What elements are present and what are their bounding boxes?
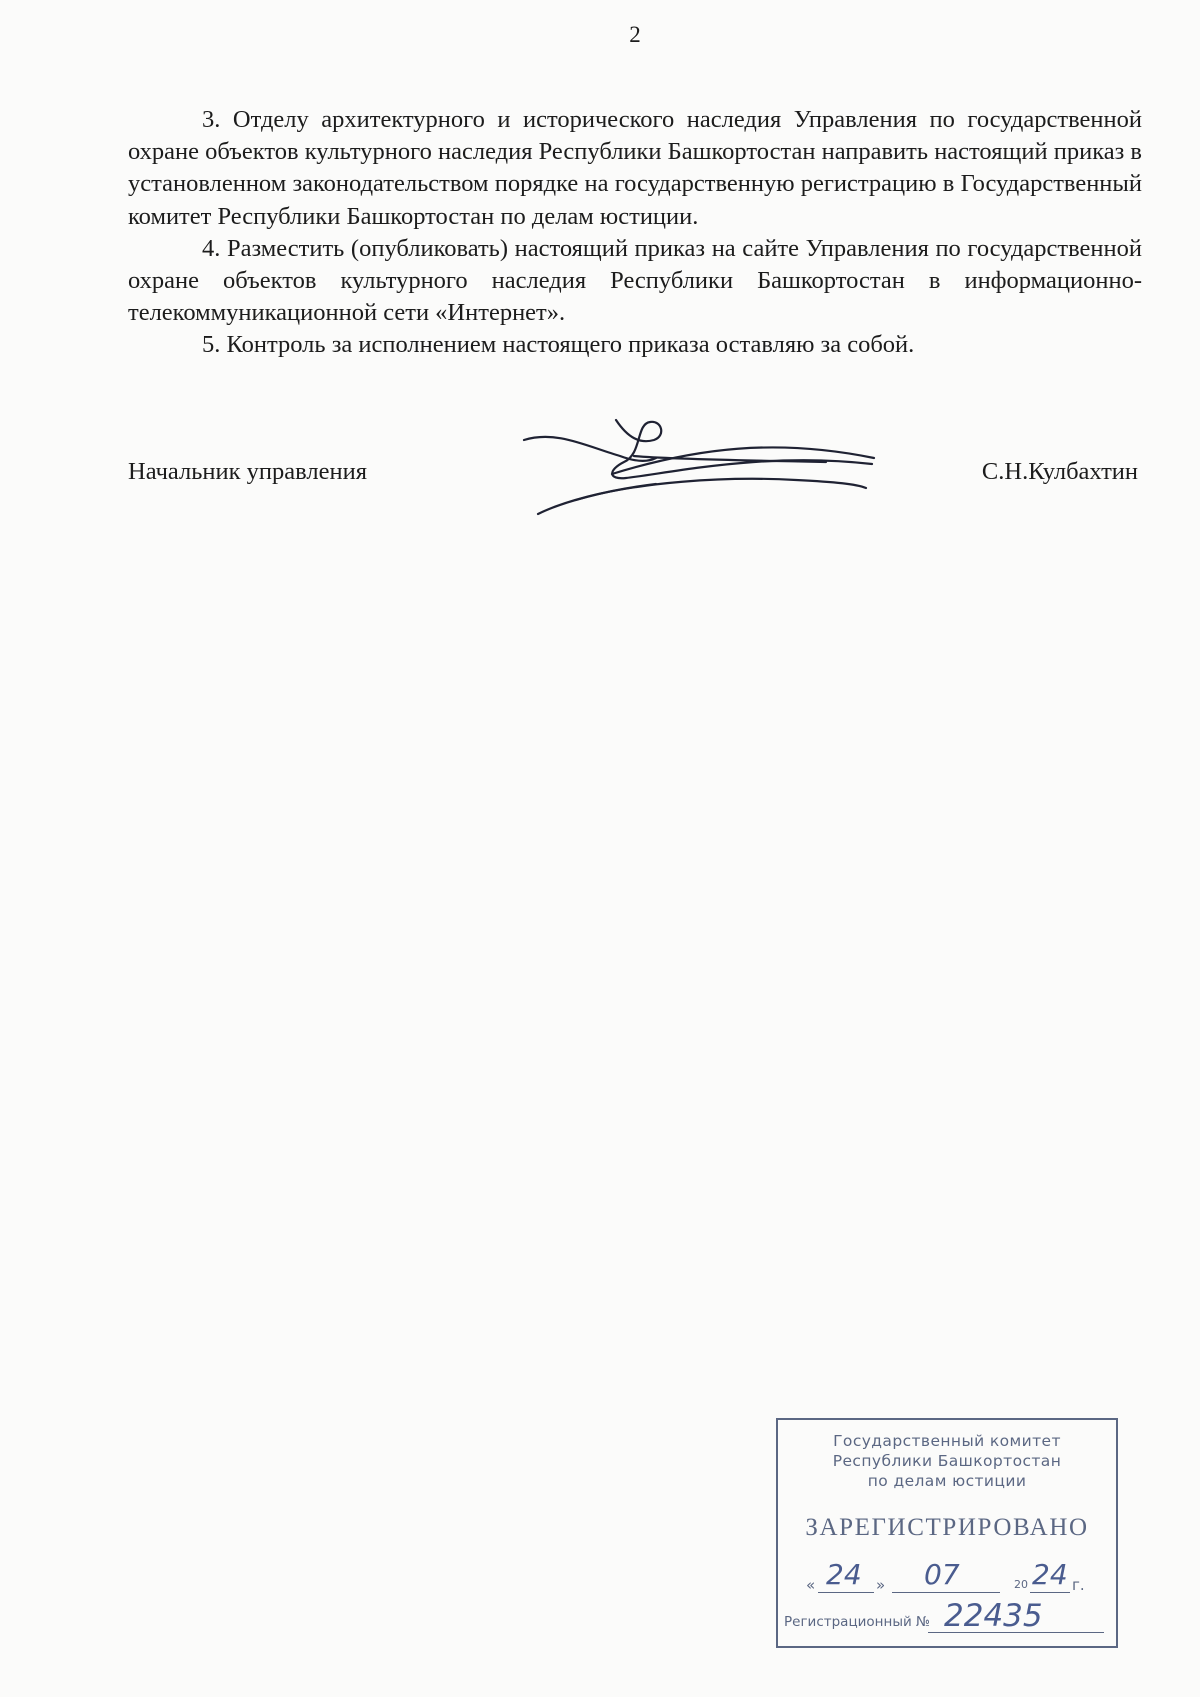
stamp-quote-close: » xyxy=(876,1576,886,1594)
signer-name: С.Н.Кулбахтин xyxy=(981,458,1138,485)
stamp-authority-line2: Республики Башкортостан xyxy=(832,1452,1062,1470)
order-body xyxy=(128,104,1142,362)
paragraph-3: 3. Отделу архитектурного и исторического наследия Управления по государственной охране объектов культурного наследия Республики Башкортостан направить настоящий приказ в установленном законодательством порядке на государственную регистрацию в Государственный комитет Республики Башкортостан по делам юстиции. xyxy=(128,106,1142,230)
stamp-day: 24 xyxy=(826,1558,862,1591)
registration-stamp xyxy=(776,1418,1118,1648)
stamp-day-underline xyxy=(818,1592,874,1593)
signer-title: Начальник управления xyxy=(128,458,367,485)
stamp-month-underline xyxy=(892,1592,1000,1593)
stamp-year-unit: г. xyxy=(1072,1576,1085,1594)
stamp-month: 07 xyxy=(924,1558,960,1591)
stamp-quote-open: « xyxy=(806,1576,816,1594)
stamp-date xyxy=(804,1560,1104,1596)
paragraph-4: 4. Разместить (опубликовать) настоящий приказ на сайте Управления по государственной охране объектов культурного наследия Республики Башкортостан в информационно-телекоммуникационной сети «Интернет». xyxy=(128,234,1142,327)
stamp-registered-label: ЗАРЕГИСТРИРОВАНО xyxy=(805,1514,1089,1541)
page-number: 2 xyxy=(629,22,641,47)
stamp-authority-line3: по делам юстиции xyxy=(867,1472,1027,1490)
stamp-year: 24 xyxy=(1032,1558,1068,1591)
stamp-year-underline xyxy=(1030,1592,1070,1593)
stamp-reg-number: 22435 xyxy=(944,1598,1043,1634)
handwritten-signature xyxy=(516,418,886,518)
stamp-year-prefix: 20 xyxy=(1014,1578,1028,1591)
stamp-reg-label: Регистрационный № xyxy=(784,1614,931,1630)
paragraph-5: 5. Контроль за исполнением настоящего приказа оставляю за собой. xyxy=(202,331,915,359)
stamp-authority-line1: Государственный комитет xyxy=(833,1432,1061,1450)
